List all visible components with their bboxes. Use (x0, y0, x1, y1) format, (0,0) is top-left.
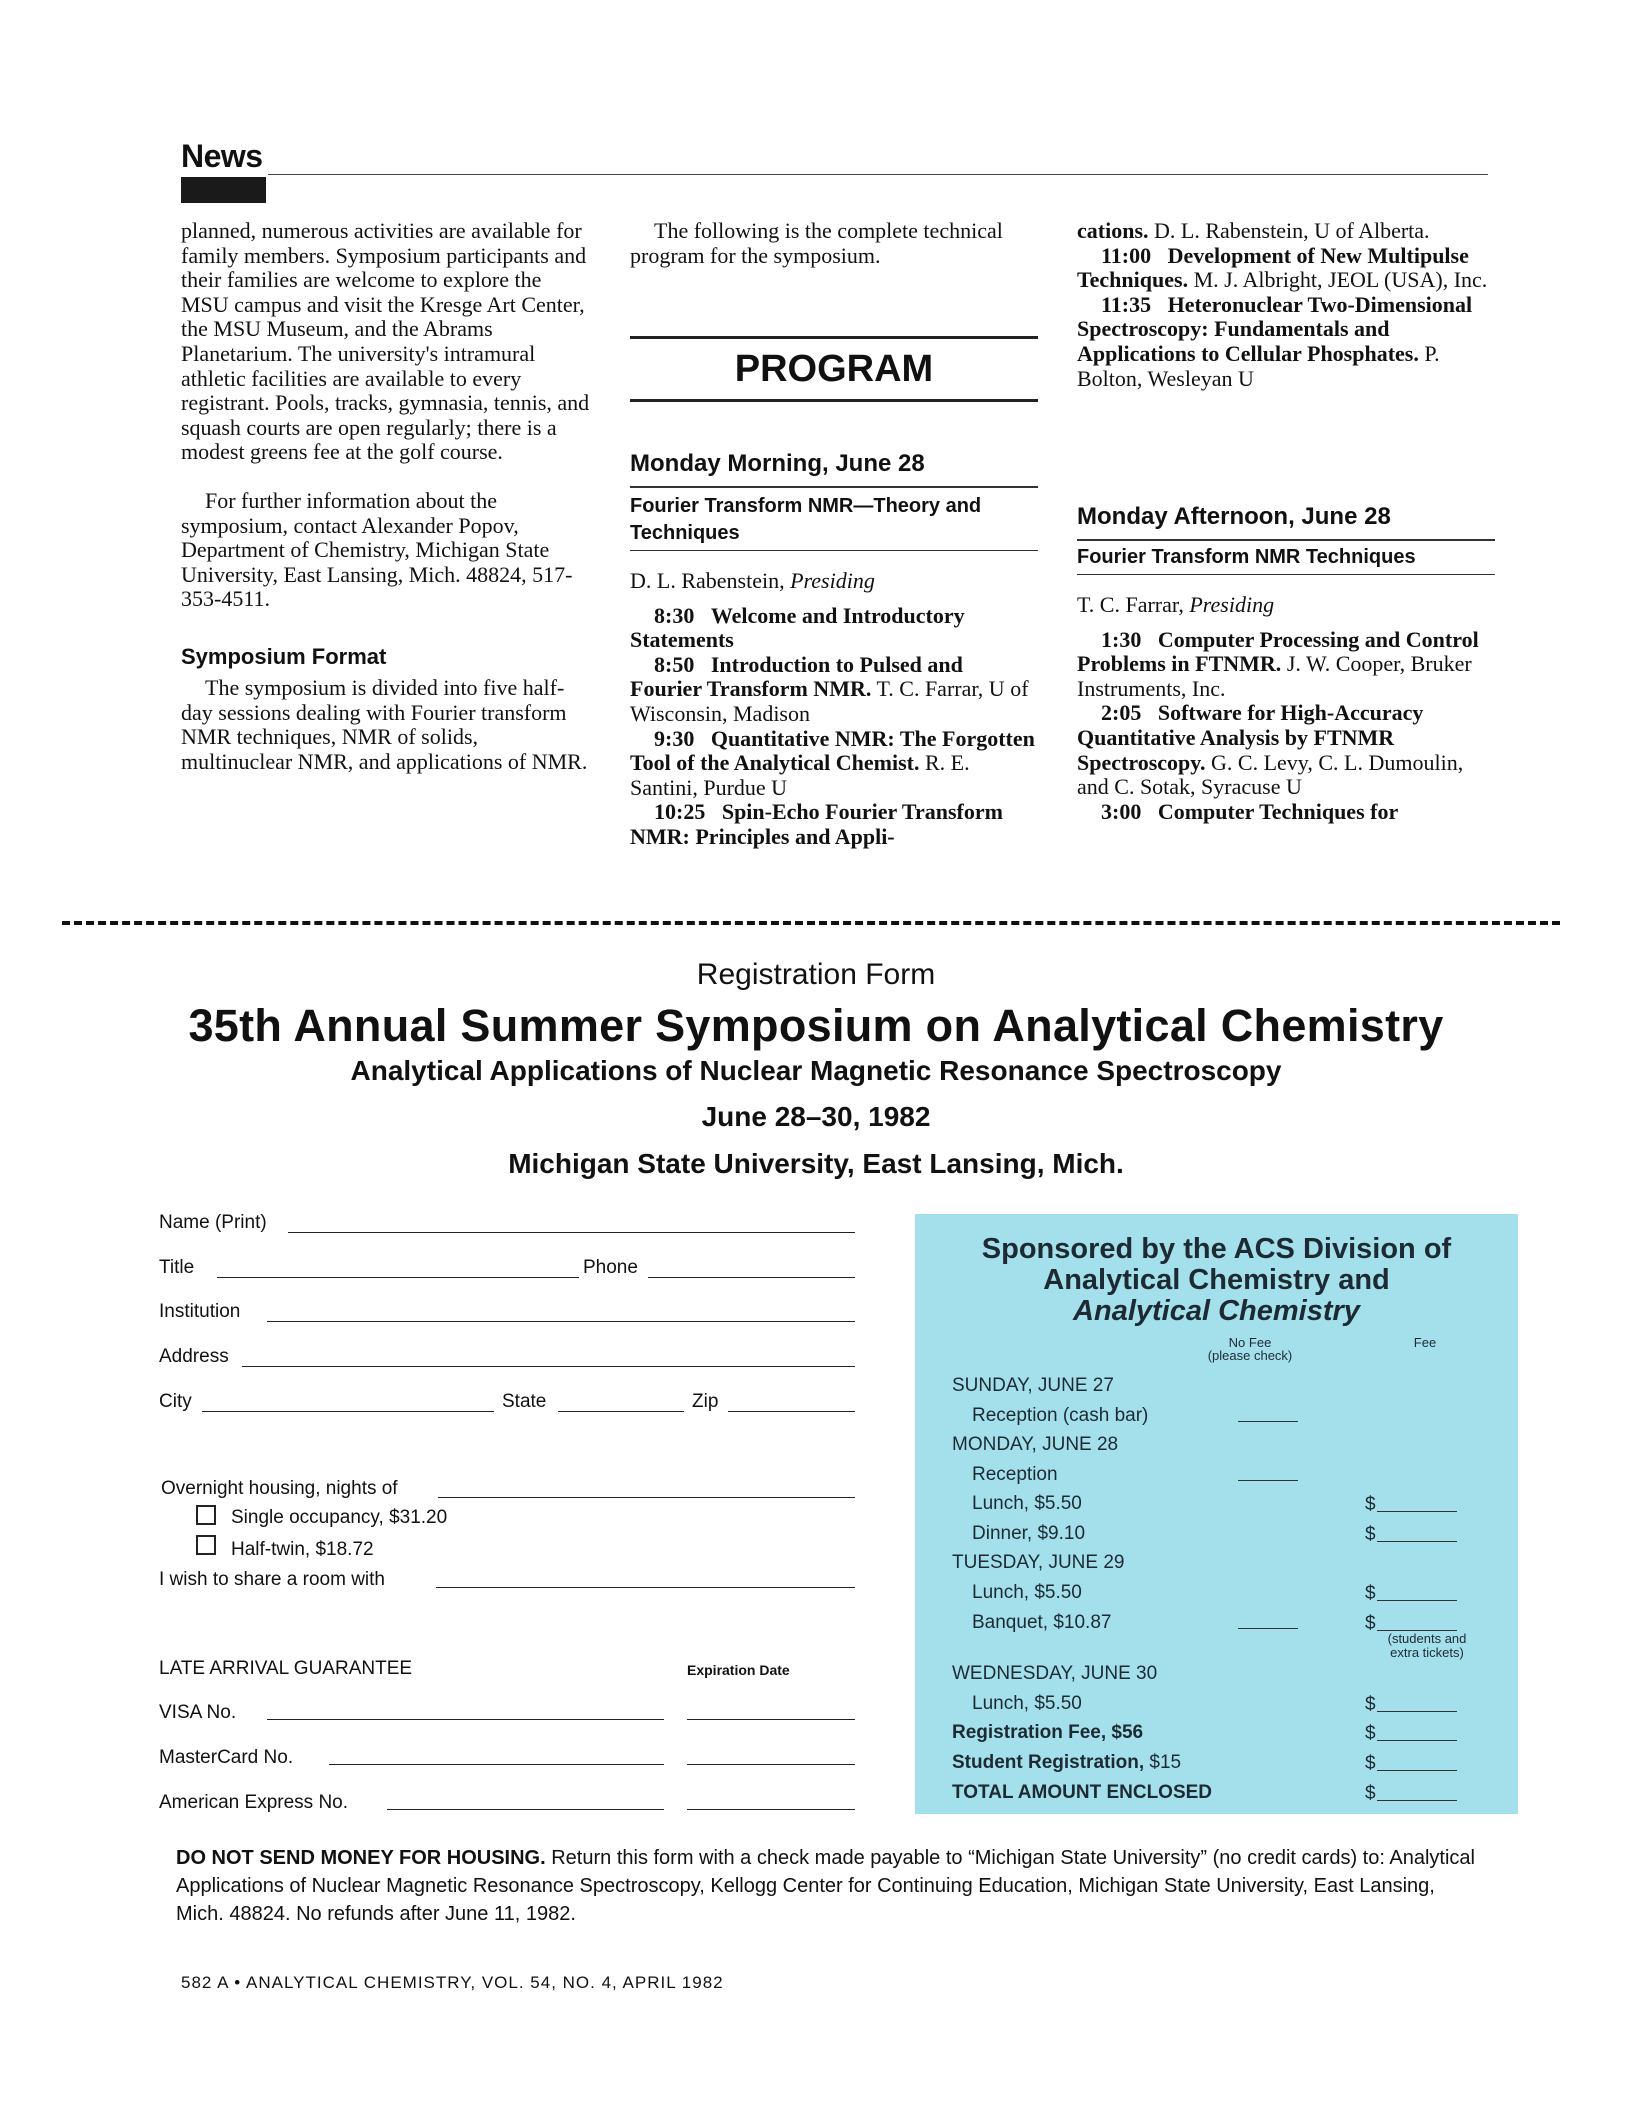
registration-subtitle: Analytical Applications of Nuclear Magnetic Resonance Spectroscopy (350, 1055, 1282, 1086)
zip-field[interactable] (728, 1411, 855, 1412)
registration-title: 35th Annual Summer Symposium on Analytical Chemistry (188, 1000, 1444, 1051)
student-registration: Student Registration, $15 (952, 1752, 1182, 1773)
talk: 1:30 Computer Processing and Control Problems in FTNMR. J. W. Cooper, Bruker Instruments, Inc. (1077, 626, 1479, 701)
mastercard-label: MasterCard No. (159, 1747, 294, 1768)
amex-label: American Express No. (159, 1792, 349, 1813)
visa-number-field[interactable] (267, 1719, 664, 1720)
talk: 2:05 Software for High-Accuracy Quantitative Analysis by FTNMR Spectroscopy. G. C. Levy, C. L. Dumoulin, and C. Sotak, Syracuse U (1077, 700, 1464, 800)
state-label: State (502, 1391, 547, 1412)
col1-paragraph-3: The symposium is divided into five half-day sessions dealing with Fourier transform NMR techniques, NMR of solids, multinuclear NMR, and applications of NMR. (181, 674, 588, 774)
program-rule-top (630, 336, 1038, 339)
symposium-format-heading: Symposium Format (181, 643, 387, 669)
track-heading: Fourier Transform NMR Techniques (1077, 545, 1416, 568)
amex-number-field[interactable] (387, 1809, 664, 1810)
name-field[interactable] (288, 1232, 855, 1233)
session-heading: Monday Afternoon, June 28 (1077, 503, 1391, 530)
lunch-tuesday: Lunch, $5.50 (972, 1582, 1082, 1603)
presiding: D. L. Rabenstein, Presiding (630, 568, 875, 593)
housing-nights-field[interactable] (438, 1497, 855, 1498)
institution-field[interactable] (267, 1321, 855, 1322)
mailing-instructions: DO NOT SEND MONEY FOR HOUSING. Return this form with a check made payable to “Michigan State University” (no credit cards) to: Analytical Applications of Nuclear Magnetic Resonance Spectroscopy, Kellogg Center for Continuing Education, Michigan State University, East Lansing, Mich. 48824. No refunds after June 11, 1982. (176, 1847, 1475, 1925)
talk: 8:50 Introduction to Pulsed and Fourier Transform NMR. T. C. Farrar, U of Wisconsin, Madison (630, 651, 1029, 726)
monday-morning-session (630, 446, 1038, 850)
phone-field[interactable] (648, 1277, 855, 1278)
talk: 11:35 Heteronuclear Two-Dimensional Spectroscopy: Fundamentals and Applications to Cellular Phosphates. P. Bolton, Wesleyan U (1077, 291, 1473, 391)
presiding: T. C. Farrar, Presiding (1077, 592, 1275, 617)
reception-sunday-check[interactable] (1238, 1421, 1298, 1422)
visa-label: VISA No. (159, 1702, 237, 1723)
col1-paragraph-2: For further information about the symposium, contact Alexander Popov, Department of Chemistry, Michigan State University, East Lansing, Mich. 48824, 517-353-4511. (181, 487, 573, 612)
talk: 11:00 Development of New Multipulse Techniques. M. J. Albright, JEOL (USA), Inc. (1077, 242, 1488, 293)
dollar-sign: $ (1365, 1583, 1376, 1604)
registration-dates: June 28–30, 1982 (701, 1101, 931, 1132)
tuesday-heading: TUESDAY, JUNE 29 (952, 1552, 1125, 1573)
student-registration-fee-field[interactable] (1377, 1770, 1457, 1771)
lunch-tuesday-fee-field[interactable] (1377, 1600, 1457, 1601)
fee-header: Fee (1413, 1335, 1437, 1350)
dollar-sign: $ (1365, 1783, 1376, 1804)
lunch-wednesday-fee-field[interactable] (1377, 1711, 1457, 1712)
monday-afternoon-session (1077, 499, 1495, 824)
address-label: Address (159, 1346, 229, 1367)
city-label: City (159, 1391, 192, 1412)
lunch-monday-fee-field[interactable] (1377, 1511, 1457, 1512)
state-field[interactable] (558, 1411, 684, 1412)
session-rule (1077, 539, 1495, 541)
reception-cash-bar: Reception (cash bar) (972, 1405, 1149, 1426)
dollar-sign: $ (1365, 1524, 1376, 1545)
mastercard-number-field[interactable] (329, 1764, 664, 1765)
cut-line (62, 921, 1560, 925)
registration-fee-field[interactable] (1377, 1740, 1457, 1741)
talk: 9:30 Quantitative NMR: The Forgotten Tool of the Analytical Chemist. R. E. Santini, Purdue U (630, 725, 1035, 800)
name-label: Name (Print) (159, 1212, 267, 1233)
half-twin-label: Half-twin, $18.72 (231, 1539, 374, 1560)
dollar-sign: $ (1365, 1494, 1376, 1515)
column-1 (181, 219, 591, 774)
dollar-sign: $ (1365, 1723, 1376, 1744)
reception-monday: Reception (972, 1464, 1058, 1485)
amex-expiration-field[interactable] (687, 1809, 855, 1810)
banquet-check[interactable] (1238, 1628, 1298, 1629)
total-amount-field[interactable] (1377, 1800, 1457, 1801)
housing-label: Overnight housing, nights of (161, 1478, 398, 1499)
title-label: Title (159, 1257, 195, 1278)
title-field[interactable] (217, 1277, 579, 1278)
dollar-sign: $ (1365, 1613, 1376, 1634)
mastercard-expiration-field[interactable] (687, 1764, 855, 1765)
late-arrival-label: LATE ARRIVAL GUARANTEE (159, 1658, 413, 1679)
header-rule (268, 174, 1488, 175)
program-intro: The following is the complete technical program for the symposium. (630, 218, 1003, 268)
talk: 3:00 Computer Techniques for (1101, 798, 1399, 824)
banquet-note-1: (students and (1387, 1631, 1467, 1646)
lunch-monday: Lunch, $5.50 (972, 1493, 1082, 1514)
talk: 8:30 Welcome and Introductory Statements (630, 602, 965, 653)
no-fee-header: No Fee (1228, 1335, 1272, 1350)
city-field[interactable] (202, 1411, 494, 1412)
sponsor-fee-box (915, 1214, 1518, 1814)
zip-label: Zip (692, 1391, 719, 1412)
registration-location: Michigan State University, East Lansing, Mich. (508, 1148, 1124, 1179)
registration-fee: Registration Fee, $56 (952, 1722, 1144, 1743)
page-folio: 582 A • ANALYTICAL CHEMISTRY, VOL. 54, NO. 4, APRIL 1982 (181, 1973, 724, 1992)
header-block (181, 177, 266, 203)
phone-label: Phone (583, 1257, 638, 1278)
program-banner (630, 336, 1038, 402)
program-rule-bottom (630, 399, 1038, 402)
column-2 (630, 219, 1040, 268)
expiration-date-label: Expiration Date (687, 1662, 790, 1678)
session-heading: Monday Morning, June 28 (630, 450, 925, 477)
share-room-field[interactable] (436, 1587, 855, 1588)
sponsor-line-3: Analytical Chemistry (1073, 1295, 1360, 1327)
sponsor-line-1: Sponsored by the ACS Division of (981, 1233, 1452, 1265)
single-occupancy-checkbox[interactable] (196, 1505, 216, 1525)
column-3 (1077, 219, 1495, 391)
visa-expiration-field[interactable] (687, 1719, 855, 1720)
banquet-note-2: extra tickets) (1390, 1645, 1464, 1660)
talk-continued: cations. D. L. Rabenstein, U of Alberta. (1077, 218, 1430, 243)
address-field[interactable] (242, 1366, 855, 1367)
total-amount: TOTAL AMOUNT ENCLOSED (952, 1782, 1213, 1803)
track-rule (1077, 574, 1495, 576)
dollar-sign: $ (1365, 1694, 1376, 1715)
wednesday-heading: WEDNESDAY, JUNE 30 (952, 1663, 1158, 1684)
share-room-label: I wish to share a room with (159, 1569, 385, 1590)
institution-label: Institution (159, 1301, 241, 1322)
program-title: PROGRAM (734, 348, 934, 390)
banquet: Banquet, $10.87 (972, 1612, 1112, 1633)
single-occupancy-label: Single occupancy, $31.20 (231, 1507, 448, 1528)
half-twin-checkbox[interactable] (196, 1535, 216, 1555)
session-rule (630, 486, 1038, 488)
no-fee-note: (please check) (1207, 1348, 1293, 1363)
dollar-sign: $ (1365, 1753, 1376, 1774)
col1-paragraph-1: planned, numerous activities are available for family members. Symposium participants and their families are welcome to explore the MSU campus and visit the Kresge Art Center, the MSU Museum, and the Abrams Planetarium. The university's intramural athletic facilities are available to every registrant. Pools, tracks, gymnasia, tennis, and squash courts are open regularly; there is a modest greens fee at the golf course. (181, 218, 590, 465)
section-title: News (181, 138, 263, 174)
dinner-fee-field[interactable] (1377, 1541, 1457, 1542)
registration-form-label: Registration Form (696, 958, 936, 991)
sponsor-line-2: Analytical Chemistry and (1043, 1264, 1390, 1296)
talk: 10:25 Spin-Echo Fourier Transform NMR: Principles and Appli- (630, 799, 1003, 849)
sunday-heading: SUNDAY, JUNE 27 (952, 1375, 1114, 1396)
track-rule (630, 550, 1038, 552)
track-heading: Fourier Transform NMR—Theory and Techniques (630, 494, 982, 544)
reception-monday-check[interactable] (1238, 1480, 1298, 1481)
monday-heading: MONDAY, JUNE 28 (952, 1434, 1119, 1455)
lunch-wednesday: Lunch, $5.50 (972, 1693, 1082, 1714)
dinner-monday: Dinner, $9.10 (972, 1523, 1086, 1544)
